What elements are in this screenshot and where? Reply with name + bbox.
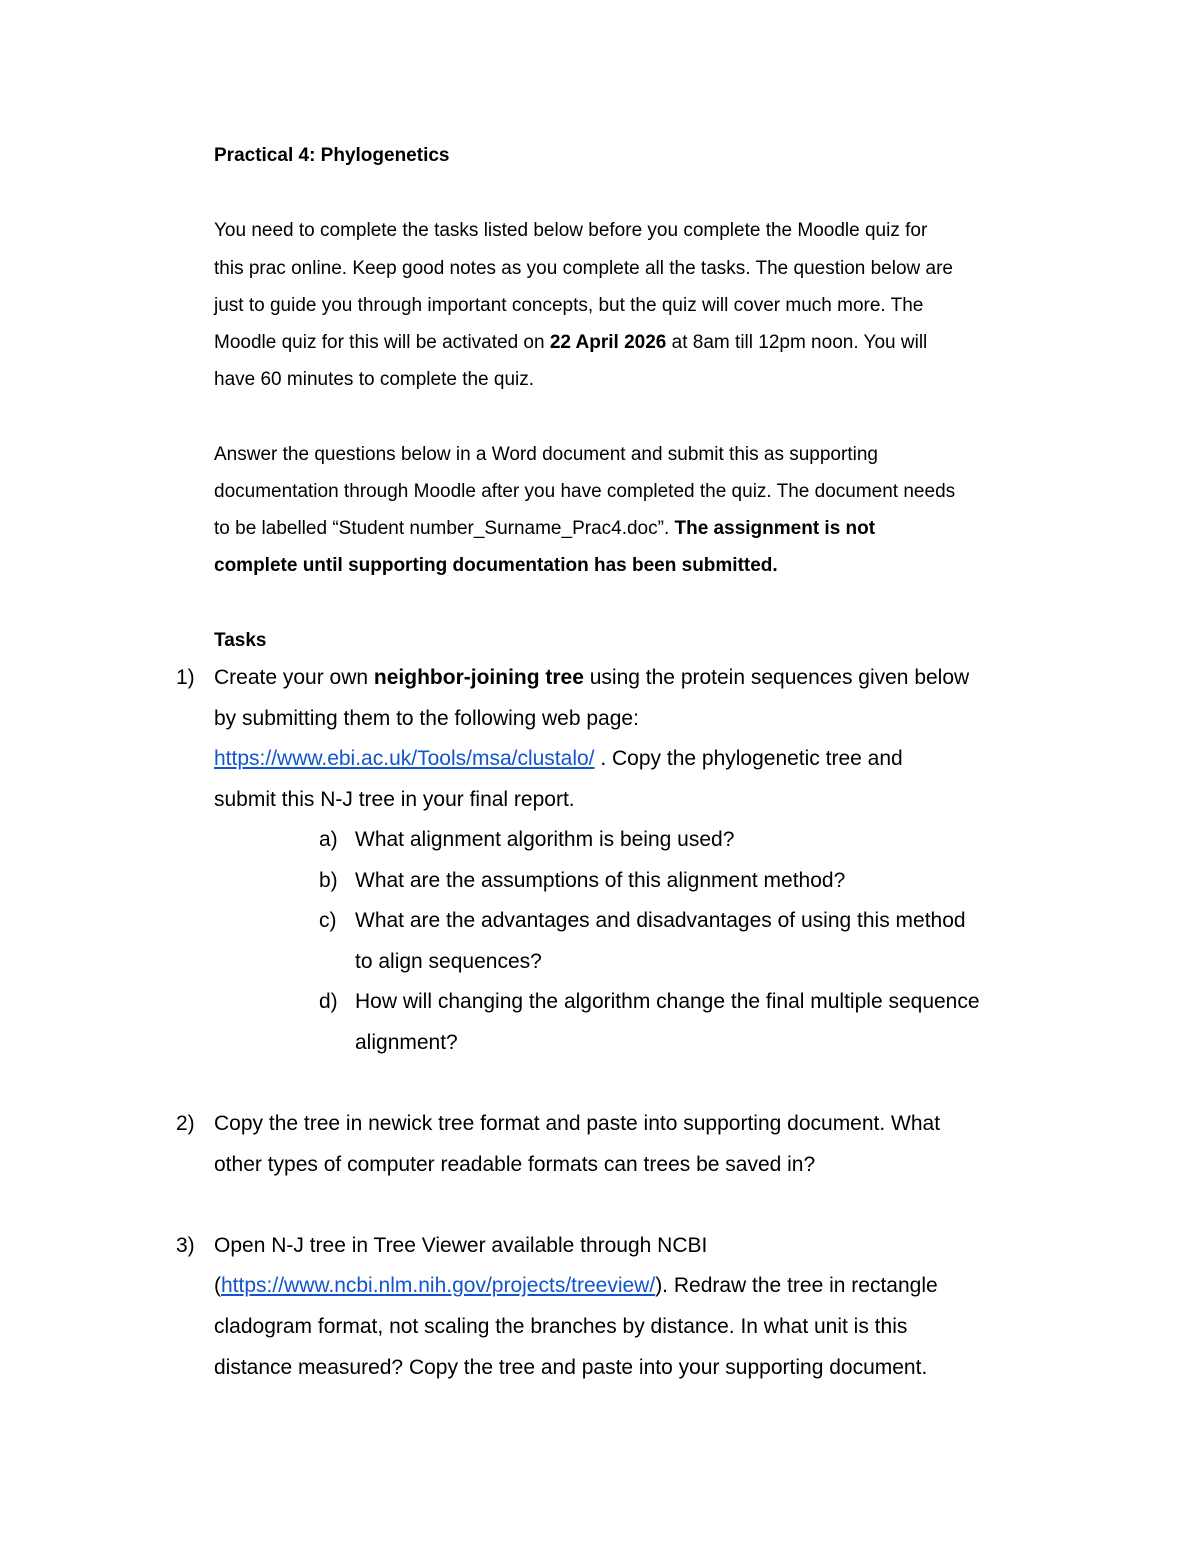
- intro-line-4-pre: Moodle quiz for this will be activated on: [214, 332, 550, 353]
- task-3-line-3: cladogram format, not scaling the branches by distance. In what unit is this: [214, 1315, 908, 1338]
- task-1-line-1: [214, 665, 969, 691]
- task-3-line-1: Open N-J tree in Tree Viewer available through NCBI: [214, 1234, 708, 1257]
- subquestion-c-label: c): [319, 909, 337, 932]
- intro-line-1: You need to complete the tasks listed below before you complete the Moodle quiz for: [214, 220, 928, 241]
- task-3-line-2-post: ). Redraw the tree in rectangle: [655, 1274, 938, 1297]
- subquestion-b-text: What are the assumptions of this alignment method?: [355, 869, 846, 892]
- task-1-line-1-pre: Create your own: [214, 666, 374, 689]
- instructions-line-3-pre: to be labelled “Student number_Surname_Prac4.doc”.: [214, 518, 675, 539]
- intro-line-4: [214, 330, 927, 356]
- subquestion-d-label: d): [319, 990, 338, 1013]
- page-title: Practical 4: Phylogenetics: [214, 145, 450, 166]
- instructions-line-3: [214, 516, 875, 542]
- task-2-line-1: Copy the tree in newick tree format and paste into supporting document. What: [214, 1112, 941, 1135]
- tasks-heading: Tasks: [214, 630, 267, 651]
- treeview-link[interactable]: https://www.ncbi.nlm.nih.gov/projects/treeview/: [221, 1274, 656, 1297]
- subquestion-d-text-1: How will changing the algorithm change the final multiple sequence: [355, 990, 980, 1013]
- clustalo-link[interactable]: https://www.ebi.ac.uk/Tools/msa/clustalo/: [214, 747, 595, 770]
- task-1-line-3: [214, 746, 903, 772]
- task-1-line-1-post: using the protein sequences given below: [583, 666, 970, 689]
- intro-line-5: have 60 minutes to complete the quiz.: [214, 369, 535, 390]
- subquestion-c-text-1: What are the advantages and disadvantages of using this method: [355, 909, 966, 932]
- intro-line-3: just to guide you through important concepts, but the quiz will cover much more. The: [214, 295, 924, 316]
- task-3-open-paren: (: [214, 1274, 221, 1297]
- subquestion-d-text-2: alignment?: [355, 1031, 458, 1054]
- quiz-date: 22 April 2026: [549, 332, 667, 353]
- instructions-line-2: documentation through Moodle after you have completed the quiz. The document needs: [214, 481, 956, 502]
- subquestion-c-text-2: to align sequences?: [355, 950, 542, 973]
- instructions-line-1: Answer the questions below in a Word document and submit this as supporting: [214, 444, 878, 465]
- task-1-line-3-post: . Copy the phylogenetic tree and: [594, 747, 903, 770]
- subquestion-b-label: b): [319, 869, 338, 892]
- subquestion-a-text: What alignment algorithm is being used?: [355, 828, 735, 851]
- task-3-number: 3): [176, 1234, 195, 1257]
- instructions-line-4: complete until supporting documentation has been submitted.: [214, 555, 778, 576]
- task-3-line-2: [214, 1273, 938, 1299]
- instructions-line-3-bold: The assignment is not: [674, 518, 876, 539]
- task-1-line-2: by submitting them to the following web page:: [214, 707, 639, 730]
- task-2-number: 2): [176, 1112, 195, 1135]
- task-1-line-4: submit this N-J tree in your final report.: [214, 788, 575, 811]
- task-2-line-2: other types of computer readable formats can trees be saved in?: [214, 1153, 816, 1176]
- task-1-bold-term: neighbor-joining tree: [373, 666, 584, 689]
- intro-line-4-post: at 8am till 12pm noon. You will: [666, 332, 928, 353]
- task-1-number: 1): [176, 666, 195, 689]
- subquestion-a-label: a): [319, 828, 338, 851]
- task-3-line-4: distance measured? Copy the tree and paste into your supporting document.: [214, 1356, 928, 1379]
- intro-line-2: this prac online. Keep good notes as you complete all the tasks. The question below are: [214, 258, 953, 279]
